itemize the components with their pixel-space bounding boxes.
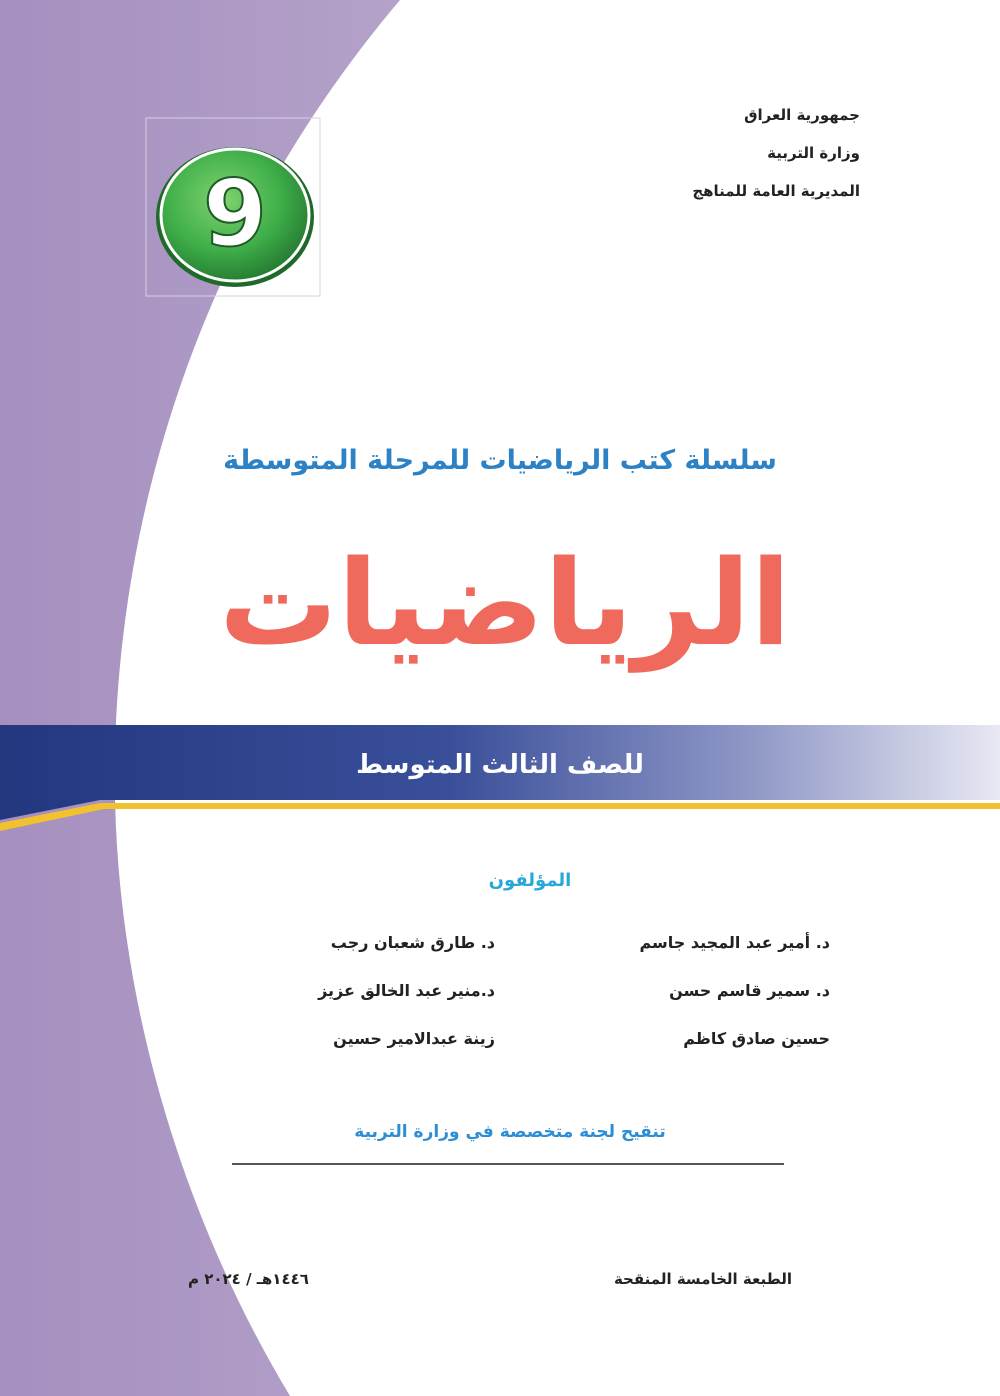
ministry-header — [500, 96, 860, 210]
divider — [232, 1163, 784, 1165]
authors-list — [170, 918, 840, 1062]
author-name: زينة عبدالامير حسين — [333, 1028, 495, 1048]
authors-heading: المؤلفون — [488, 870, 572, 891]
authors-row — [170, 1014, 840, 1062]
edition-label: الطبعة الخامسة المنقحة — [613, 1270, 792, 1288]
header-directorate: المديرية العامة للمناهج — [692, 182, 860, 200]
book-title: الرياضيات — [219, 534, 791, 672]
author-name: د. أمير عبد المجيد جاسم — [639, 932, 830, 952]
publication-date: ١٤٤٦هـ / ٢٠٢٤ م — [188, 1270, 309, 1288]
author-name: د.منير عبد الخالق عزيز — [318, 980, 495, 1000]
review-note: تنقيح لجنة متخصصة في وزارة التربية — [354, 1122, 666, 1142]
grade-badge — [150, 135, 320, 295]
grade-label: للصف الثالث المتوسط — [356, 750, 644, 780]
grade-band — [0, 725, 1000, 845]
author-name: حسين صادق كاظم — [683, 1028, 830, 1048]
series-title: سلسلة كتب الرياضيات للمرحلة المتوسطة — [223, 445, 777, 476]
header-ministry: وزارة التربية — [767, 144, 860, 162]
grade-number: 9 — [202, 160, 268, 267]
author-name: د. سمير قاسم حسن — [669, 980, 830, 1000]
header-country: جمهورية العراق — [744, 106, 860, 124]
band-yellow-stripe — [0, 803, 1000, 831]
author-name: د. طارق شعبان رجب — [330, 932, 495, 952]
authors-row — [170, 918, 840, 966]
authors-row — [170, 966, 840, 1014]
